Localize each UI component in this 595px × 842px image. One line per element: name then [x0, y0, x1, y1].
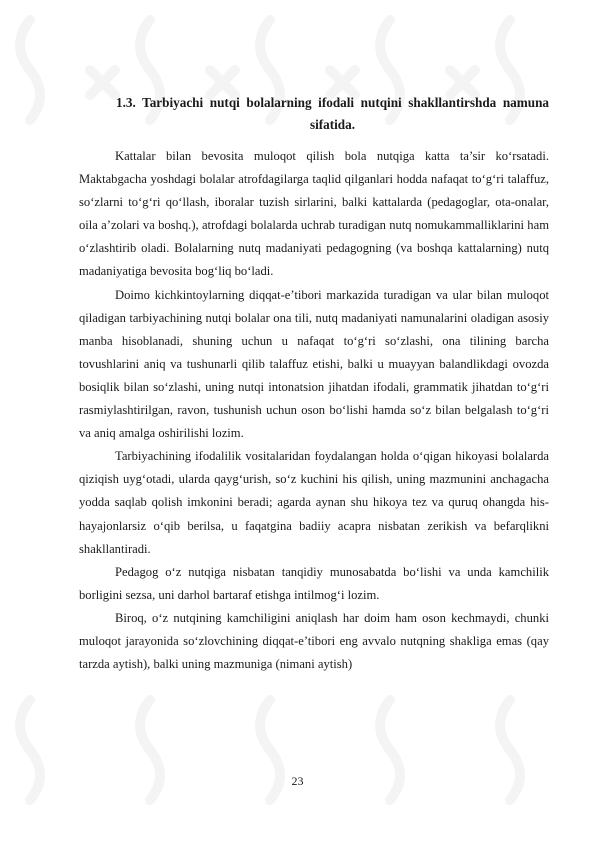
paragraph-2-text: Doimo kichkintoylarning diqqat-e’tibori markazida turadigan va ular bilan muloqot qiladigan tarbiyachining nutqi bolalar ona tili, nutq madaniyati namunalarini oladigan asosiy manba hisoblanadi, shuning uchun u nafaqat to‘g‘ri so‘zlashi, ona tilining barcha tovushlarini aniq va tushunarli qilib talaffuz etishi, balki u muayyan balandlikdagi ovozda bosiqlik bilan so‘zlashi, uning nutqi intonatsion jihatdan ifodali, grammatik jihatdan to‘g‘ri rasmiylashtirilgan, ravon, tushunish uchun oson bo‘lishi hamda so‘z bilan belgalash to‘g‘ri va aniq amalga oshirilishi lozim.	[79, 287, 549, 441]
heading-line-1: 1.3. Tarbiyachi nutqi bolalarning ifodali nutqini shakllantirshda namuna	[116, 95, 549, 110]
paragraph-2	[80, 284, 549, 446]
body-text	[80, 145, 549, 676]
paragraph-1	[80, 145, 549, 284]
page-number: 23	[291, 774, 304, 788]
heading-block	[116, 92, 549, 136]
paragraph-5	[80, 607, 549, 676]
paragraph-4-text: Pedagog o‘z nutqiga nisbatan tanqidiy munosabatda bo‘lishi va unda kamchilik borligini sezsa, uni darhol bartaraf etishga intilmog‘i lozim.	[79, 564, 549, 602]
paragraph-4	[80, 561, 549, 607]
paragraph-5-text: Biroq, o‘z nutqining kamchiligini aniqlash har doim ham oson kechmaydi, chunki muloqot jarayonida so‘zlovchining diqqat-e’tibori eng avvalo nutqning shakliga emas (qay tarzda aytish), balki uning mazmuniga (nimani aytish)	[79, 610, 549, 672]
section-heading	[116, 92, 549, 136]
heading-line-2: sifatida.	[309, 117, 356, 132]
paragraph-1-text: Kattalar bilan bevosita muloqot qilish bola nutqiga katta ta’sir ko‘rsatadi. Maktabgacha yoshdagi bolalar atrofdagilarga taqlid qilganlari hodda nafaqat to‘g‘ri talaffuz, so‘zlarni to‘g‘ri qo‘llash, iboralar tuzish sirlarini, balki kattalarda (pedagoglar, ota-onalar, oila a’zolari va boshq.), atrofdagi bolalarda uchrab turadigan nutq nomukammalliklarini ham o‘zlashtirib oladi. Bolalarning nutq madaniyati pedagogning (va boshqa kattalarning) nutq madaniyatiga bevosita bog‘liq bo‘ladi.	[79, 149, 549, 279]
paragraph-3	[80, 445, 549, 560]
paragraph-3-text: Tarbiyachining ifodalilik vositalaridan foydalangan holda o‘qigan hikoyasi bolalarda qiziqish uyg‘otadi, ularda qayg‘urish, so‘z kuchini his qilish, uning mazmunini anchagacha yodda saqlab qolish imkonini beradi; agarda aynan shu hikoya tez va quruq ohangda his-hayajonlarsiz o‘qib berilsa, u faqatgina badiiy acapra nisbatan zerikish va befarqlikni shakllantiradi.	[79, 449, 549, 556]
